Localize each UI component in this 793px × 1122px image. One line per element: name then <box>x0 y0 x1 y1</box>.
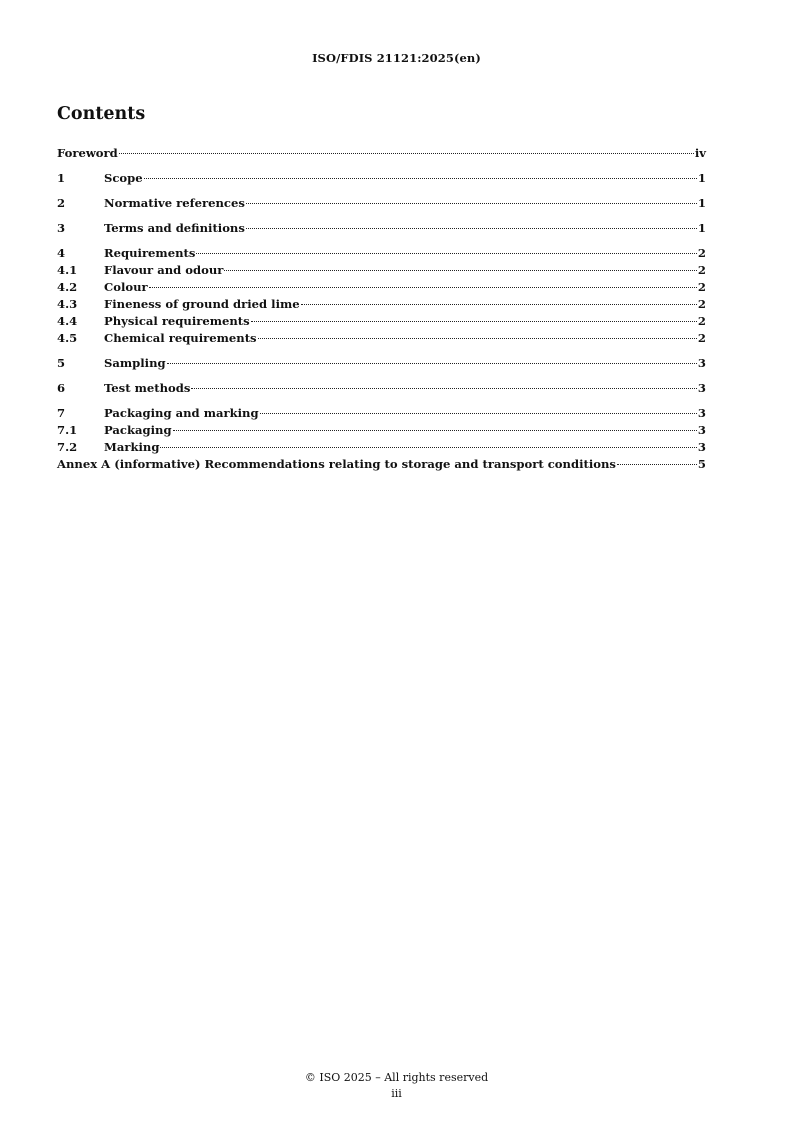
toc-leader-dots <box>258 338 697 339</box>
toc-entry-scope[interactable] <box>57 171 706 188</box>
toc-leader-dots <box>119 153 694 154</box>
toc-entry-label: Marking <box>104 440 160 454</box>
page-number: iii <box>391 1087 402 1100</box>
toc-entry-number: 4.5 <box>57 331 78 345</box>
toc-entry-page: 1 <box>697 221 706 235</box>
toc-entry-label: Packaging and marking <box>104 406 259 420</box>
toc-entry-page: 2 <box>697 297 706 311</box>
toc-leader-dots <box>246 228 697 229</box>
toc-entry-page: 3 <box>697 356 706 370</box>
toc-entry-page: 2 <box>697 246 706 260</box>
toc-leader-dots <box>617 464 697 465</box>
toc-entry-requirements[interactable] <box>57 246 706 263</box>
toc-entry-number: 7.2 <box>57 440 78 454</box>
toc-entry-page: 2 <box>697 331 706 345</box>
toc-entry-number: 7.1 <box>57 423 78 437</box>
toc-entry-annex-a[interactable] <box>57 457 706 474</box>
toc-entry-number: 4.1 <box>57 263 78 277</box>
toc-entry-number: 3 <box>57 221 66 235</box>
toc-entry-number: 4 <box>57 246 66 260</box>
toc-leader-dots <box>301 304 697 305</box>
toc-entry-fineness[interactable] <box>57 297 706 314</box>
toc-entry-label: Physical requirements <box>104 314 250 328</box>
toc-leader-dots <box>144 178 697 179</box>
toc-entry-label: Foreword <box>57 146 118 160</box>
toc-entry-chemical-requirements[interactable] <box>57 331 706 348</box>
toc-entry-terms-and-definitions[interactable] <box>57 221 706 238</box>
toc-entry-page: 5 <box>697 457 706 471</box>
table-of-contents <box>57 146 706 474</box>
toc-entry-marking[interactable] <box>57 440 706 457</box>
toc-entry-page: 3 <box>697 406 706 420</box>
toc-entry-label: Requirements <box>104 246 196 260</box>
toc-entry-page: 2 <box>697 314 706 328</box>
toc-entry-label: Fineness of ground dried lime <box>104 297 300 311</box>
toc-leader-dots <box>149 287 697 288</box>
toc-entry-page: 1 <box>697 196 706 210</box>
toc-entry-page: 3 <box>697 440 706 454</box>
toc-entry-colour[interactable] <box>57 280 706 297</box>
toc-entry-number: 2 <box>57 196 66 210</box>
toc-entry-label: Terms and definitions <box>104 221 245 235</box>
toc-entry-number: 1 <box>57 171 66 185</box>
toc-entry-page: 1 <box>697 171 706 185</box>
toc-entry-label: Test methods <box>104 381 191 395</box>
toc-entry-number: 7 <box>57 406 66 420</box>
toc-entry-label: Scope <box>104 171 143 185</box>
toc-entry-number: 4.3 <box>57 297 78 311</box>
toc-entry-label: Annex A (informative) Recommendations relating to storage and transport conditions <box>57 457 616 471</box>
toc-entry-number: 4.2 <box>57 280 78 294</box>
toc-entry-page: 2 <box>697 280 706 294</box>
toc-entry-label: Chemical requirements <box>104 331 257 345</box>
toc-entry-page: 2 <box>697 263 706 277</box>
toc-leader-dots <box>191 388 697 389</box>
toc-leader-dots <box>173 430 697 431</box>
toc-leader-dots <box>160 447 696 448</box>
toc-entry-label: Packaging <box>104 423 172 437</box>
copyright-footer: © ISO 2025 – All rights reserved <box>304 1071 489 1084</box>
toc-entry-page: iv <box>694 146 706 160</box>
toc-entry-number: 4.4 <box>57 314 78 328</box>
toc-title: Contents <box>57 104 146 124</box>
toc-entry-packaging-and-marking[interactable] <box>57 406 706 423</box>
toc-entry-number: 5 <box>57 356 66 370</box>
toc-entry-number: 6 <box>57 381 66 395</box>
document-id-header: ISO/FDIS 21121:2025(en) <box>312 51 481 65</box>
toc-entry-foreword[interactable] <box>57 146 706 163</box>
toc-entry-physical-requirements[interactable] <box>57 314 706 331</box>
toc-entry-label: Colour <box>104 280 148 294</box>
toc-entry-packaging[interactable] <box>57 423 706 440</box>
toc-entry-flavour-and-odour[interactable] <box>57 263 706 280</box>
toc-leader-dots <box>251 321 697 322</box>
toc-entry-label: Normative references <box>104 196 245 210</box>
toc-entry-test-methods[interactable] <box>57 381 706 398</box>
toc-leader-dots <box>167 363 697 364</box>
toc-entry-sampling[interactable] <box>57 356 706 373</box>
toc-leader-dots <box>224 270 697 271</box>
toc-entry-normative-references[interactable] <box>57 196 706 213</box>
toc-leader-dots <box>260 413 697 414</box>
toc-entry-page: 3 <box>697 381 706 395</box>
toc-entry-label: Sampling <box>104 356 166 370</box>
toc-entry-label: Flavour and odour <box>104 263 224 277</box>
toc-leader-dots <box>246 203 697 204</box>
toc-leader-dots <box>196 253 697 254</box>
toc-entry-page: 3 <box>697 423 706 437</box>
